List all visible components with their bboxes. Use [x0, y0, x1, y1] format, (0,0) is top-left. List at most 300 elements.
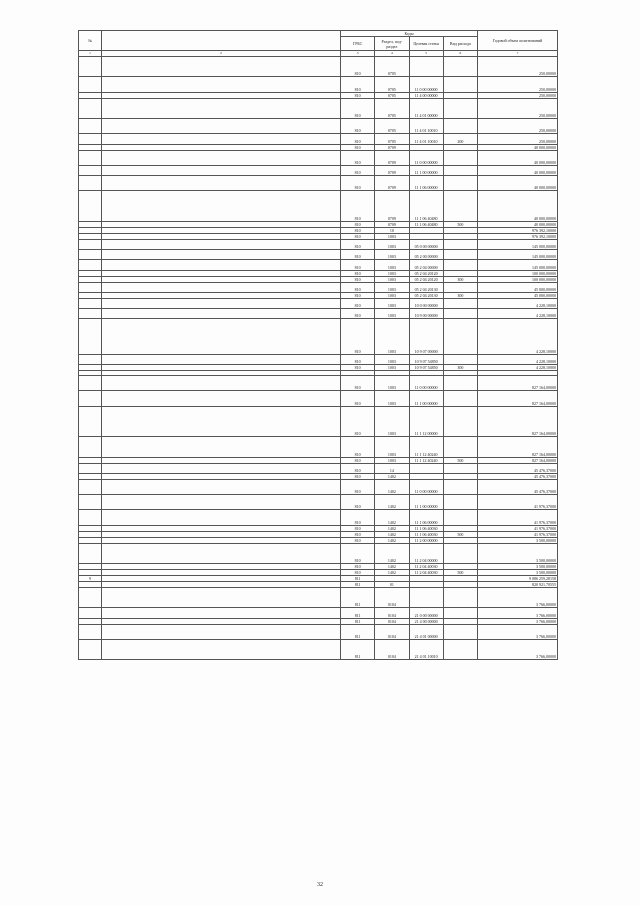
row-grbs: 811 [341, 618, 375, 624]
row-section: 1003 [375, 457, 409, 463]
row-grbs: 810 [341, 77, 375, 92]
row-grbs: 810 [341, 176, 375, 191]
row-type [443, 250, 477, 260]
row-section: 0104 [375, 624, 409, 639]
row-name [102, 437, 341, 457]
row-grbs: 810 [341, 98, 375, 118]
row-target: 11 1 06 40480 [409, 191, 443, 222]
row-section: 1003 [375, 319, 409, 355]
row-type [443, 588, 477, 608]
row-section: 1003 [375, 298, 409, 308]
row-sum: 9 086 259,28158 [478, 576, 558, 582]
row-type [443, 119, 477, 134]
row-type [443, 191, 477, 222]
row-grbs: 810 [341, 298, 375, 308]
row-type: 500 [443, 221, 477, 227]
row-sum: 3 500,00000 [478, 564, 558, 570]
row-section: 14 [375, 463, 409, 473]
row-number [79, 239, 102, 249]
row-grbs: 810 [341, 165, 375, 175]
row-section: 1402 [375, 495, 409, 510]
row-grbs: 810 [341, 308, 375, 318]
row-section: 0709 [375, 150, 409, 165]
row-section: 0104 [375, 618, 409, 624]
row-section: 1003 [375, 376, 409, 391]
row-number [79, 437, 102, 457]
row-section: 0705 [375, 92, 409, 98]
row-type: 200 [443, 134, 477, 144]
row-grbs: 810 [341, 510, 375, 525]
row-type: 500 [443, 457, 477, 463]
row-number [79, 191, 102, 222]
row-sum: 827 164,00000 [478, 391, 558, 406]
row-type [443, 260, 477, 270]
row-sum: 145 000,00000 [478, 260, 558, 270]
row-name [102, 176, 341, 191]
row-name [102, 308, 341, 318]
row-target: 11 1 00 00000 [409, 495, 443, 510]
row-grbs: 810 [341, 282, 375, 292]
row-name [102, 479, 341, 494]
row-type: 500 [443, 531, 477, 537]
row-sum: 250,00000 [478, 57, 558, 77]
row-grbs: 811 [341, 588, 375, 608]
row-section: 0705 [375, 119, 409, 134]
row-type [443, 510, 477, 525]
row-target: 11 1 12 40240 [409, 437, 443, 457]
row-section: 1003 [375, 270, 409, 276]
row-sum: 250,00000 [478, 77, 558, 92]
row-grbs: 810 [341, 227, 375, 233]
row-number [79, 308, 102, 318]
table-row [79, 191, 558, 222]
row-target: 11 4 01 00000 [409, 98, 443, 118]
row-number [79, 77, 102, 92]
col-header-type: Вид расхода [443, 37, 477, 51]
row-grbs: 810 [341, 364, 375, 370]
row-sum: 40 000,00000 [478, 165, 558, 175]
col-header-target: Целевая статья [409, 37, 443, 51]
row-grbs: 811 [341, 576, 375, 582]
row-grbs: 810 [341, 463, 375, 473]
row-name [102, 165, 341, 175]
row-type: 300 [443, 276, 477, 282]
row-number: 9 [79, 576, 102, 582]
row-section: 0705 [375, 57, 409, 77]
row-sum: 45 476,37000 [478, 473, 558, 479]
row-name [102, 406, 341, 437]
col-number: 1 [79, 51, 102, 57]
row-number [79, 319, 102, 355]
row-section: 1402 [375, 531, 409, 537]
table-body [79, 57, 558, 660]
row-sum: 41 976,37000 [478, 510, 558, 525]
row-sum: 3 766,00000 [478, 618, 558, 624]
row-target: 05 2 04 20130 [409, 292, 443, 298]
row-section: 10 [375, 227, 409, 233]
row-sum: 40 000,00000 [478, 150, 558, 165]
row-section: 1003 [375, 282, 409, 292]
row-name [102, 391, 341, 406]
row-sum: 3 500,00000 [478, 537, 558, 543]
row-target [409, 463, 443, 473]
row-section: 0705 [375, 134, 409, 144]
row-name [102, 495, 341, 510]
row-name [102, 191, 341, 222]
row-type [443, 57, 477, 77]
row-type [443, 608, 477, 618]
table-row [79, 624, 558, 639]
row-section: 1003 [375, 406, 409, 437]
row-target: 11 1 06 40030 [409, 525, 443, 531]
row-section: 1003 [375, 250, 409, 260]
row-grbs: 810 [341, 191, 375, 222]
row-name [102, 624, 341, 639]
row-type [443, 98, 477, 118]
row-grbs: 810 [341, 564, 375, 570]
row-name [102, 150, 341, 165]
row-sum: 3 766,00000 [478, 608, 558, 618]
row-section: 0709 [375, 221, 409, 227]
table-row [79, 406, 558, 437]
row-type: 300 [443, 364, 477, 370]
row-grbs: 810 [341, 531, 375, 537]
row-section: 1003 [375, 364, 409, 370]
row-grbs: 810 [341, 457, 375, 463]
row-sum: 4 228,10000 [478, 364, 558, 370]
row-target: 10 9 07 54850 [409, 364, 443, 370]
row-section: 0709 [375, 176, 409, 191]
row-section: 1003 [375, 292, 409, 298]
row-name [102, 98, 341, 118]
row-target: 11 1 12 40240 [409, 457, 443, 463]
table-row [79, 376, 558, 391]
row-number [79, 479, 102, 494]
row-name [102, 608, 341, 618]
table-row [79, 354, 558, 364]
row-number [79, 98, 102, 118]
table-row [79, 165, 558, 175]
row-target: 21 4 00 00000 [409, 618, 443, 624]
row-target: 10 9 07 54850 [409, 354, 443, 364]
col-number: 5 [409, 51, 443, 57]
row-section: 01 [375, 582, 409, 588]
row-number [79, 150, 102, 165]
row-grbs: 810 [341, 239, 375, 249]
row-target: 21 0 00 00000 [409, 608, 443, 618]
row-name [102, 639, 341, 659]
row-section: 0104 [375, 608, 409, 618]
table-row [79, 543, 558, 563]
col-header-grbs: ГРБС [341, 37, 375, 51]
row-name [102, 282, 341, 292]
table-row [79, 495, 558, 510]
row-grbs: 810 [341, 437, 375, 457]
row-grbs: 810 [341, 134, 375, 144]
col-number: 4 [375, 51, 409, 57]
row-sum: 250,00000 [478, 119, 558, 134]
row-section: 1003 [375, 354, 409, 364]
row-name [102, 77, 341, 92]
row-name [102, 239, 341, 249]
row-sum: 40 000,00000 [478, 176, 558, 191]
row-target: 10 9 07 00000 [409, 319, 443, 355]
row-section: 0705 [375, 98, 409, 118]
row-section: 1402 [375, 510, 409, 525]
row-grbs: 811 [341, 624, 375, 639]
row-name [102, 250, 341, 260]
row-name [102, 510, 341, 525]
table-row [79, 150, 558, 165]
row-sum: 3 500,00000 [478, 543, 558, 563]
row-type: 300 [443, 292, 477, 298]
row-target: 11 4 01 10010 [409, 134, 443, 144]
row-sum: 100 000,00000 [478, 270, 558, 276]
row-section: 1003 [375, 391, 409, 406]
row-number [79, 250, 102, 260]
row-target: 11 1 06 00000 [409, 510, 443, 525]
row-sum: 827 164,00000 [478, 457, 558, 463]
row-grbs: 810 [341, 479, 375, 494]
row-target: 11 1 00 00000 [409, 391, 443, 406]
row-grbs: 811 [341, 639, 375, 659]
row-number [79, 282, 102, 292]
col-number: 7 [478, 51, 558, 57]
row-target: 05 2 04 20130 [409, 282, 443, 292]
row-section: 0709 [375, 191, 409, 222]
row-grbs: 810 [341, 376, 375, 391]
row-type [443, 298, 477, 308]
row-number [79, 510, 102, 525]
row-sum: 3 766,00000 [478, 624, 558, 639]
col-header-sum: Годовой объем ассигнований [478, 31, 558, 51]
row-type [443, 354, 477, 364]
row-target: 11 4 01 10010 [409, 119, 443, 134]
row-section: 1003 [375, 239, 409, 249]
row-target: 11 0 00 00000 [409, 376, 443, 391]
row-type [443, 150, 477, 165]
row-name [102, 543, 341, 563]
table-row [79, 319, 558, 355]
row-sum: 100 000,00000 [478, 276, 558, 282]
row-sum: 4 228,10000 [478, 319, 558, 355]
row-section: 1003 [375, 437, 409, 457]
row-sum: 4 228,10000 [478, 308, 558, 318]
row-section: 0104 [375, 588, 409, 608]
row-target: 05 2 04 20120 [409, 270, 443, 276]
col-number: 3 [341, 51, 375, 57]
row-target: 11 1 12 00000 [409, 406, 443, 437]
row-sum: 3 766,00000 [478, 639, 558, 659]
row-type [443, 176, 477, 191]
row-grbs: 810 [341, 270, 375, 276]
row-name [102, 119, 341, 134]
row-number [79, 176, 102, 191]
table-header-row [79, 31, 558, 37]
row-grbs: 810 [341, 260, 375, 270]
row-number [79, 495, 102, 510]
row-number [79, 260, 102, 270]
row-target: 05 2 00 00000 [409, 250, 443, 260]
row-number [79, 354, 102, 364]
row-section: 0709 [375, 144, 409, 150]
row-target: 21 4 01 00000 [409, 624, 443, 639]
row-name [102, 354, 341, 364]
row-sum: 41 976,37000 [478, 525, 558, 531]
row-sum: 250,00000 [478, 98, 558, 118]
row-sum: 41 976,37000 [478, 531, 558, 537]
row-target: 10 0 00 00000 [409, 298, 443, 308]
row-target: 11 1 06 40030 [409, 531, 443, 537]
row-grbs: 810 [341, 150, 375, 165]
row-name [102, 298, 341, 308]
row-section: 1402 [375, 479, 409, 494]
row-target: 11 1 06 00000 [409, 176, 443, 191]
row-name [102, 134, 341, 144]
row-type [443, 406, 477, 437]
row-number [79, 463, 102, 473]
row-target: 05 0 00 00000 [409, 239, 443, 249]
row-sum: 45 476,37000 [478, 479, 558, 494]
row-grbs: 810 [341, 92, 375, 98]
col-header-section: Раздел, под- раздел [375, 37, 409, 51]
row-number [79, 624, 102, 639]
row-grbs: 810 [341, 570, 375, 576]
row-target: 10 9 00 00000 [409, 308, 443, 318]
row-section: 1003 [375, 276, 409, 282]
row-grbs: 810 [341, 250, 375, 260]
row-grbs: 810 [341, 495, 375, 510]
row-section: 1402 [375, 473, 409, 479]
table-row [79, 639, 558, 659]
row-grbs: 810 [341, 276, 375, 282]
row-grbs: 810 [341, 525, 375, 531]
row-target: 21 4 01 10010 [409, 639, 443, 659]
row-type [443, 376, 477, 391]
row-sum: 827 164,00000 [478, 406, 558, 437]
row-number [79, 639, 102, 659]
row-sum: 145 000,00000 [478, 250, 558, 260]
row-section: 1402 [375, 543, 409, 563]
row-sum: 40 000,00000 [478, 144, 558, 150]
table-row [79, 119, 558, 134]
row-section: 0104 [375, 639, 409, 659]
row-section: 1402 [375, 525, 409, 531]
row-target: 11 0 00 00000 [409, 479, 443, 494]
row-grbs: 810 [341, 354, 375, 364]
row-target [409, 57, 443, 77]
row-grbs: 811 [341, 582, 375, 588]
row-grbs: 810 [341, 537, 375, 543]
row-sum: 827 164,00000 [478, 437, 558, 457]
row-sum: 45 000,00000 [478, 292, 558, 298]
row-target: 11 2 04 40030 [409, 570, 443, 576]
table-row [79, 57, 558, 77]
table-row [79, 134, 558, 144]
row-sum: 45 476,37000 [478, 463, 558, 473]
row-target: 11 2 04 40030 [409, 564, 443, 570]
row-sum: 4 228,10000 [478, 354, 558, 364]
page-number: 32 [317, 882, 323, 888]
row-sum: 827 164,00000 [478, 376, 558, 391]
row-grbs: 810 [341, 144, 375, 150]
table-row [79, 437, 558, 457]
row-target: 11 1 06 40480 [409, 221, 443, 227]
row-section: 1003 [375, 260, 409, 270]
row-sum: 45 000,00000 [478, 282, 558, 292]
col-number: 6 [443, 51, 477, 57]
table-row [79, 588, 558, 608]
row-type [443, 239, 477, 249]
row-type [443, 308, 477, 318]
row-target: 05 2 04 20120 [409, 276, 443, 282]
row-section: 1402 [375, 570, 409, 576]
row-sum: 41 976,37000 [478, 495, 558, 510]
row-number [79, 406, 102, 437]
table-row [79, 77, 558, 92]
row-target: 05 2 04 00000 [409, 260, 443, 270]
row-type [443, 77, 477, 92]
row-sum: 40 000,00000 [478, 221, 558, 227]
row-type [443, 437, 477, 457]
row-name [102, 463, 341, 473]
row-type: 500 [443, 570, 477, 576]
row-name [102, 260, 341, 270]
row-grbs: 810 [341, 57, 375, 77]
row-grbs: 811 [341, 608, 375, 618]
row-type [443, 479, 477, 494]
row-number [79, 165, 102, 175]
row-sum: 3 766,00000 [478, 588, 558, 608]
row-name [102, 319, 341, 355]
row-sum: 4 228,10000 [478, 298, 558, 308]
row-sum: 976 392,10000 [478, 227, 558, 233]
row-section: 1003 [375, 308, 409, 318]
row-number [79, 391, 102, 406]
row-section: 1003 [375, 233, 409, 239]
row-type [443, 639, 477, 659]
col-header-codes: Коды [341, 31, 478, 37]
table-row [79, 239, 558, 249]
row-sum: 145 000,00000 [478, 239, 558, 249]
row-type [443, 282, 477, 292]
row-number [79, 119, 102, 134]
table-row [79, 260, 558, 270]
row-sum: 250,00000 [478, 134, 558, 144]
row-grbs: 810 [341, 391, 375, 406]
col-number: 2 [102, 51, 341, 57]
row-grbs: 810 [341, 292, 375, 298]
table-row [79, 282, 558, 292]
row-name [102, 57, 341, 77]
table-row [79, 510, 558, 525]
row-section: 1402 [375, 537, 409, 543]
col-header-name [102, 31, 341, 51]
row-number [79, 588, 102, 608]
row-section: 0705 [375, 77, 409, 92]
table-row [79, 298, 558, 308]
row-grbs: 810 [341, 543, 375, 563]
row-type [443, 319, 477, 355]
row-sum: 40 000,00000 [478, 191, 558, 222]
row-type [443, 463, 477, 473]
row-target: 11 1 00 00000 [409, 165, 443, 175]
row-name [102, 376, 341, 391]
row-target: 11 2 04 00000 [409, 543, 443, 563]
row-number [79, 376, 102, 391]
row-grbs: 810 [341, 319, 375, 355]
row-name [102, 588, 341, 608]
